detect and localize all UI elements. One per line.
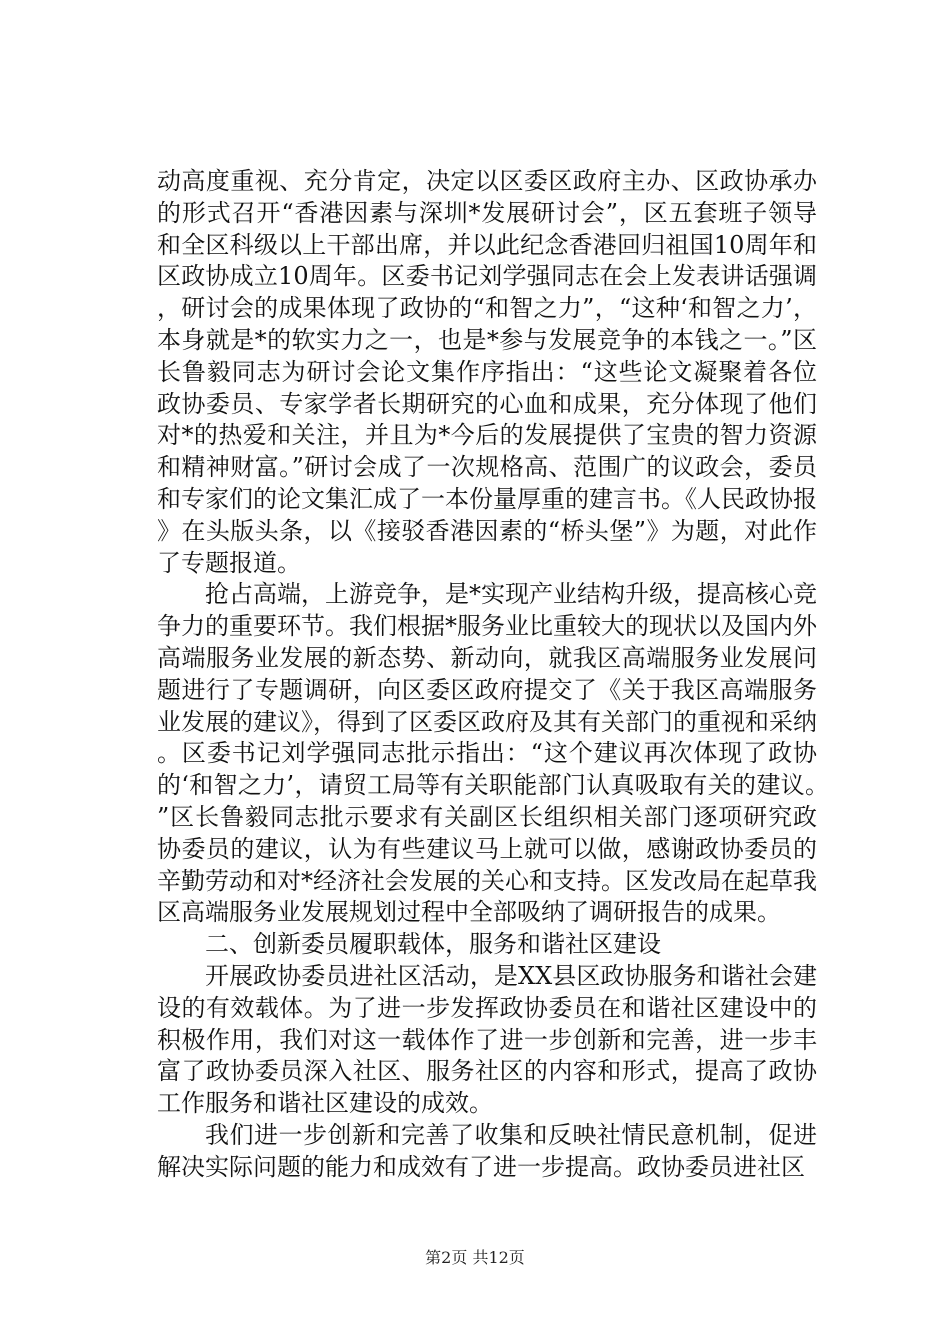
section-heading-2: 二、创新委员履职载体，服务和谐社区建设 xyxy=(205,930,661,959)
paragraph-4: 我们进一步创新和完善了收集和反映社情民意机制，促进解决实际问题的能力和成效有了进一步提高。政协委员进社区 xyxy=(157,1120,817,1181)
paragraph-2: 抢占高端，上游竞争，是*实现产业结构升级，提高核心竞争力的重要环节。我们根据*服务业比重较大的现状以及国内外高端服务业发展的新态势、新动向，就我区高端服务业发展问题进行了专题调研，向区委区政府提交了《关于我区高端服务业发展的建议》，得到了区委区政府及其有关部门的重视和采纳。区委书记刘学强同志批示指出：“这个建议再次体现了政协的‘和智之力’，请贸工局等有关职能部门认真吸取有关的建议。”区长鲁毅同志批示要求有关副区长组织相关部门逐项研究政协委员的建议，认为有些建议马上就可以做，感谢政协委员的辛勤劳动和对*经济社会发展的关心和支持。区发改局在起草我区高端服务业发展规划过程中全部吸纳了调研报告的成果。 xyxy=(157,580,817,927)
page-number-footer: 第2页 共12页 xyxy=(425,1248,525,1267)
document-body xyxy=(157,166,817,1184)
paragraph-1: 动高度重视、充分肯定，决定以区委区政府主办、区政协承办的形式召开“香港因素与深圳*发展研讨会”，区五套班子领导和全区科级以上干部出席，并以此纪念香港回归祖国10周年和区政协成立10周年。区委书记刘学强同志在会上发表讲话强调，研讨会的成果体现了政协的“和智之力”，“这种‘和智之力’，本身就是*的软实力之一，也是*参与发展竞争的本钱之一。”区长鲁毅同志为研讨会论文集作序指出：“这些论文凝聚着各位政协委员、专家学者长期研究的心血和成果，充分体现了他们对*的热爱和关注，并且为*今后的发展提供了宝贵的智力资源和精神财富。”研讨会成了一次规格高、范围广的议政会，委员和专家们的论文集汇成了一本份量厚重的建言书。《人民政协报》在头版头条，以《接驳香港因素的“桥头堡”》为题，对此作了专题报道。 xyxy=(157,167,817,577)
paragraph-3: 开展政协委员进社区活动，是XX县区政协服务和谐社会建设的有效载体。为了进一步发挥政协委员在和谐社区建设中的积极作用，我们对这一载体作了进一步创新和完善，进一步丰富了政协委员深入社区、服务社区的内容和形式，提高了政协工作服务和谐社区建设的成效。 xyxy=(157,961,817,1118)
